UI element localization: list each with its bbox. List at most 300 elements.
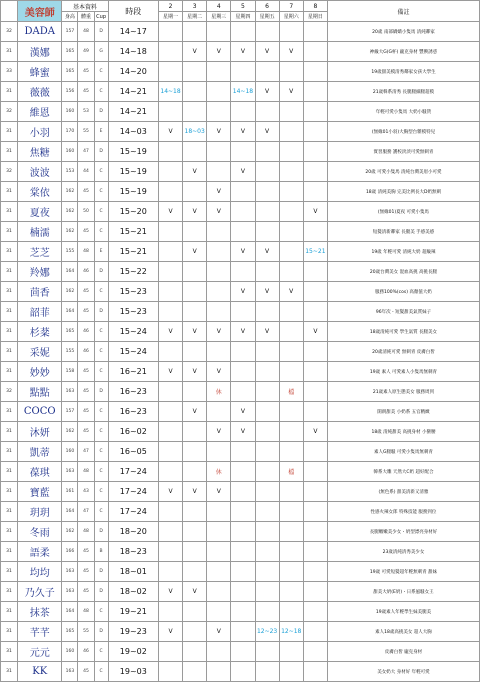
height-cell: 161 bbox=[62, 482, 78, 502]
weight-cell: 45 bbox=[78, 562, 94, 582]
day-cell bbox=[158, 562, 182, 582]
day-cell bbox=[158, 22, 182, 42]
beautician-name: 韶菲 bbox=[18, 302, 62, 322]
day-cell bbox=[279, 22, 303, 42]
table-row[interactable] bbox=[1, 402, 480, 422]
time-slot-cell: 19~21 bbox=[108, 602, 158, 622]
weight-cell: 44 bbox=[78, 162, 94, 182]
weight-cell: 45 bbox=[78, 82, 94, 102]
height-cell: 160 bbox=[62, 142, 78, 162]
day-cell: V bbox=[255, 282, 279, 302]
weight-cell: 47 bbox=[78, 142, 94, 162]
table-row[interactable] bbox=[1, 482, 480, 502]
day-cell bbox=[279, 402, 303, 422]
cup-cell: D bbox=[94, 262, 108, 282]
day-cell: V bbox=[231, 162, 255, 182]
row-index: 33 bbox=[1, 62, 18, 82]
day-cell bbox=[207, 82, 231, 102]
table-row[interactable] bbox=[1, 562, 480, 582]
remarks-cell: 19歲甜美模清秀鄰家女孩大學生 bbox=[327, 62, 479, 82]
day-cell bbox=[303, 402, 327, 422]
day-cell bbox=[279, 642, 303, 662]
day-cell: 休 bbox=[207, 382, 231, 402]
table-row[interactable] bbox=[1, 322, 480, 342]
height-cell: 155 bbox=[62, 242, 78, 262]
day-cell: V bbox=[158, 202, 182, 222]
weight-cell: 50 bbox=[78, 202, 94, 222]
day-cell bbox=[158, 442, 182, 462]
day-cell bbox=[255, 142, 279, 162]
day-cell bbox=[183, 442, 207, 462]
cup-cell: C bbox=[94, 162, 108, 182]
cup-cell: D bbox=[94, 142, 108, 162]
day-cell bbox=[231, 342, 255, 362]
table-row[interactable] bbox=[1, 522, 480, 542]
remarks-cell: 19歲 可愛短髮超年輕無刺青 甜妹 bbox=[327, 562, 479, 582]
table-row[interactable] bbox=[1, 282, 480, 302]
day-cell bbox=[231, 522, 255, 542]
time-slot-cell: 15~21 bbox=[108, 242, 158, 262]
header-beautician: 美容師 bbox=[18, 1, 62, 22]
beautician-name: 棠依 bbox=[18, 182, 62, 202]
day-cell bbox=[255, 482, 279, 502]
day-cell bbox=[303, 482, 327, 502]
day-cell bbox=[183, 502, 207, 522]
weight-cell: 45 bbox=[78, 382, 94, 402]
day-cell bbox=[303, 102, 327, 122]
cup-cell: C bbox=[94, 182, 108, 202]
header-day-number: 7 bbox=[279, 1, 303, 12]
day-cell bbox=[207, 502, 231, 522]
row-index: 31 bbox=[1, 642, 18, 662]
day-cell: V bbox=[158, 322, 182, 342]
table-row[interactable] bbox=[1, 542, 480, 562]
beautician-name: 楠濡 bbox=[18, 222, 62, 242]
day-cell bbox=[279, 222, 303, 242]
day-cell bbox=[158, 262, 182, 282]
day-cell bbox=[279, 302, 303, 322]
day-cell bbox=[231, 442, 255, 462]
remarks-cell: 18歲清純可愛 學生氣質 長腿美女 bbox=[327, 322, 479, 342]
row-index: 31 bbox=[1, 662, 18, 682]
day-cell bbox=[231, 542, 255, 562]
time-slot-cell: 16~21 bbox=[108, 362, 158, 382]
day-cell bbox=[183, 342, 207, 362]
day-cell bbox=[303, 642, 327, 662]
day-cell: 檔 bbox=[279, 462, 303, 482]
day-cell bbox=[158, 142, 182, 162]
remarks-cell: 長腿嫩嫩美少女・奶型漂亮身材好 bbox=[327, 522, 479, 542]
cup-cell: C bbox=[94, 662, 108, 682]
day-cell bbox=[279, 142, 303, 162]
table-row[interactable] bbox=[1, 242, 480, 262]
day-cell: V bbox=[231, 282, 255, 302]
time-slot-cell: 15~24 bbox=[108, 342, 158, 362]
day-cell: V bbox=[231, 42, 255, 62]
time-slot-cell: 19~03 bbox=[108, 662, 158, 682]
cup-cell: C bbox=[94, 482, 108, 502]
weight-cell: 46 bbox=[78, 342, 94, 362]
beautician-name: 冬雨 bbox=[18, 522, 62, 542]
height-cell: 165 bbox=[62, 62, 78, 82]
height-cell: 165 bbox=[62, 622, 78, 642]
row-index: 31 bbox=[1, 502, 18, 522]
day-cell bbox=[183, 262, 207, 282]
day-cell bbox=[183, 462, 207, 482]
day-cell: V bbox=[207, 182, 231, 202]
cup-cell: D bbox=[94, 22, 108, 42]
table-row[interactable] bbox=[1, 62, 480, 82]
day-cell bbox=[303, 282, 327, 302]
day-cell bbox=[303, 122, 327, 142]
table-row[interactable] bbox=[1, 382, 480, 402]
table-row[interactable] bbox=[1, 582, 480, 602]
day-cell bbox=[158, 642, 182, 662]
table-row[interactable] bbox=[1, 262, 480, 282]
day-cell bbox=[303, 542, 327, 562]
day-cell bbox=[255, 342, 279, 362]
day-cell: V bbox=[158, 362, 182, 382]
height-cell: 164 bbox=[62, 262, 78, 282]
height-cell: 162 bbox=[62, 202, 78, 222]
day-cell bbox=[303, 382, 327, 402]
height-cell: 160 bbox=[62, 442, 78, 462]
beautician-name: 蜂蜜 bbox=[18, 62, 62, 82]
header-row-1 bbox=[1, 1, 480, 12]
beautician-name: 語柔 bbox=[18, 542, 62, 562]
height-cell: 163 bbox=[62, 462, 78, 482]
time-slot-cell: 15~23 bbox=[108, 282, 158, 302]
day-cell bbox=[183, 542, 207, 562]
beautician-name: 芝芝 bbox=[18, 242, 62, 262]
table-row[interactable] bbox=[1, 22, 480, 42]
day-cell bbox=[279, 562, 303, 582]
day-cell: 14~18 bbox=[158, 82, 182, 102]
cup-cell: D bbox=[94, 302, 108, 322]
schedule-body bbox=[1, 22, 480, 682]
remarks-cell: 20歲台灣美女 混血高挑 高挑長腿 bbox=[327, 262, 479, 282]
day-cell bbox=[279, 602, 303, 622]
day-cell bbox=[303, 362, 327, 382]
table-row[interactable] bbox=[1, 222, 480, 242]
row-index: 31 bbox=[1, 482, 18, 502]
beautician-name: 維恩 bbox=[18, 102, 62, 122]
cup-cell: D bbox=[94, 382, 108, 402]
beautician-name: 夏夜 bbox=[18, 202, 62, 222]
remarks-cell: 年輕可愛小隻馬 大奶小騷貨 bbox=[327, 102, 479, 122]
day-cell bbox=[207, 262, 231, 282]
day-cell bbox=[255, 202, 279, 222]
day-cell bbox=[158, 42, 182, 62]
cup-cell: C bbox=[94, 502, 108, 522]
day-cell bbox=[207, 402, 231, 422]
day-cell bbox=[255, 102, 279, 122]
row-index: 31 bbox=[1, 122, 18, 142]
beautician-name: KK bbox=[18, 662, 62, 682]
day-cell bbox=[255, 462, 279, 482]
day-cell bbox=[231, 582, 255, 602]
table-row[interactable] bbox=[1, 662, 480, 682]
day-cell bbox=[231, 502, 255, 522]
height-cell: 164 bbox=[62, 302, 78, 322]
day-cell: V bbox=[255, 42, 279, 62]
beautician-name: 采妮 bbox=[18, 342, 62, 362]
day-cell: V bbox=[207, 422, 231, 442]
table-row[interactable] bbox=[1, 162, 480, 182]
beautician-name: 元元 bbox=[18, 642, 62, 662]
day-cell bbox=[255, 522, 279, 542]
day-cell bbox=[303, 462, 327, 482]
day-cell bbox=[183, 102, 207, 122]
day-cell bbox=[279, 522, 303, 542]
day-cell bbox=[279, 582, 303, 602]
day-cell bbox=[231, 642, 255, 662]
day-cell: V bbox=[207, 42, 231, 62]
weight-cell: 45 bbox=[78, 222, 94, 242]
day-cell: V bbox=[183, 362, 207, 382]
table-row[interactable] bbox=[1, 82, 480, 102]
day-cell: V bbox=[207, 482, 231, 502]
day-cell bbox=[303, 182, 327, 202]
beautician-name: 寶藍 bbox=[18, 482, 62, 502]
day-cell bbox=[231, 302, 255, 322]
cup-cell: C bbox=[94, 342, 108, 362]
time-slot-cell: 15~19 bbox=[108, 182, 158, 202]
table-row[interactable] bbox=[1, 342, 480, 362]
day-cell bbox=[231, 382, 255, 402]
day-cell bbox=[207, 242, 231, 262]
row-index: 31 bbox=[1, 462, 18, 482]
cup-cell: C bbox=[94, 322, 108, 342]
day-cell: V bbox=[279, 282, 303, 302]
day-cell bbox=[255, 402, 279, 422]
day-cell bbox=[279, 542, 303, 562]
time-slot-cell: 14~03 bbox=[108, 122, 158, 142]
day-cell: V bbox=[303, 202, 327, 222]
day-cell: V bbox=[279, 42, 303, 62]
row-index: 31 bbox=[1, 302, 18, 322]
table-row[interactable] bbox=[1, 462, 480, 482]
remarks-cell: 神級大G(G杯) 龐克身材 豐腴誘惑 bbox=[327, 42, 479, 62]
table-row[interactable] bbox=[1, 42, 480, 62]
day-cell bbox=[255, 382, 279, 402]
beautician-name: 焦糖 bbox=[18, 142, 62, 162]
time-slot-cell: 18~01 bbox=[108, 562, 158, 582]
day-cell: V bbox=[255, 122, 279, 142]
day-cell: V bbox=[231, 322, 255, 342]
day-cell bbox=[255, 582, 279, 602]
time-slot-cell: 15~19 bbox=[108, 142, 158, 162]
day-cell bbox=[255, 222, 279, 242]
time-slot-cell: 16~23 bbox=[108, 382, 158, 402]
day-cell bbox=[183, 422, 207, 442]
day-cell: 檔 bbox=[279, 382, 303, 402]
row-index: 31 bbox=[1, 362, 18, 382]
day-cell bbox=[158, 222, 182, 242]
day-cell bbox=[183, 62, 207, 82]
day-cell bbox=[231, 482, 255, 502]
table-row[interactable] bbox=[1, 142, 480, 162]
cup-cell: B bbox=[94, 542, 108, 562]
time-slot-cell: 15~23 bbox=[108, 302, 158, 322]
remarks-cell: 韓系大雕 天然大C奶 超好配合 bbox=[327, 462, 479, 482]
day-cell: 12~18 bbox=[279, 622, 303, 642]
day-cell bbox=[231, 222, 255, 242]
header-weekday: 星期四 bbox=[231, 12, 255, 22]
table-row[interactable] bbox=[1, 642, 480, 662]
day-cell bbox=[158, 422, 182, 442]
day-cell bbox=[158, 62, 182, 82]
day-cell: V bbox=[183, 162, 207, 182]
weight-cell: 43 bbox=[78, 482, 94, 502]
row-index: 31 bbox=[1, 202, 18, 222]
table-row[interactable] bbox=[1, 622, 480, 642]
day-cell bbox=[279, 162, 303, 182]
table-row[interactable] bbox=[1, 122, 480, 142]
remarks-cell: 19歲 素人 可愛素人小隻馬無刺青 bbox=[327, 362, 479, 382]
table-row[interactable] bbox=[1, 202, 480, 222]
header-day-number: 5 bbox=[231, 1, 255, 12]
height-cell: 162 bbox=[62, 182, 78, 202]
day-cell bbox=[255, 502, 279, 522]
header-day-number: 6 bbox=[255, 1, 279, 12]
day-cell bbox=[255, 422, 279, 442]
weight-cell: 48 bbox=[78, 22, 94, 42]
table-row[interactable] bbox=[1, 502, 480, 522]
day-cell: V bbox=[158, 482, 182, 502]
height-cell: 162 bbox=[62, 282, 78, 302]
row-index: 31 bbox=[1, 522, 18, 542]
table-row[interactable] bbox=[1, 442, 480, 462]
day-cell bbox=[231, 62, 255, 82]
remarks-cell: 19歲 年輕可愛 清純大奶 超級辣 bbox=[327, 242, 479, 262]
cup-cell: E bbox=[94, 242, 108, 262]
remarks-cell: 23歲清純清秀美少女 bbox=[327, 542, 479, 562]
remarks-cell: 素人G腿騷 可愛小隻馬無刺青 bbox=[327, 442, 479, 462]
row-index: 31 bbox=[1, 622, 18, 642]
day-cell bbox=[158, 502, 182, 522]
day-cell bbox=[303, 342, 327, 362]
day-cell bbox=[183, 562, 207, 582]
day-cell bbox=[231, 602, 255, 622]
day-cell: V bbox=[231, 242, 255, 262]
time-slot-cell: 14~21 bbox=[108, 102, 158, 122]
day-cell bbox=[207, 302, 231, 322]
day-cell: 休 bbox=[207, 462, 231, 482]
beautician-name: 沐妍 bbox=[18, 422, 62, 442]
height-cell: 157 bbox=[62, 402, 78, 422]
table-row[interactable] bbox=[1, 182, 480, 202]
beautician-name: 漢娜 bbox=[18, 42, 62, 62]
day-cell bbox=[255, 62, 279, 82]
day-cell bbox=[207, 222, 231, 242]
day-cell bbox=[231, 462, 255, 482]
row-index: 32 bbox=[1, 162, 18, 182]
beautician-name: 均均 bbox=[18, 562, 62, 582]
time-slot-cell: 18~02 bbox=[108, 582, 158, 602]
remarks-cell: 20歲 南部嬌嬌小隻馬 清純鄰家 bbox=[327, 22, 479, 42]
time-slot-cell: 15~19 bbox=[108, 162, 158, 182]
day-cell bbox=[207, 62, 231, 82]
cup-cell: C bbox=[94, 462, 108, 482]
table-row[interactable] bbox=[1, 362, 480, 382]
day-cell bbox=[303, 662, 327, 682]
day-cell bbox=[207, 582, 231, 602]
time-slot-cell: 14~20 bbox=[108, 62, 158, 82]
day-cell bbox=[207, 662, 231, 682]
time-slot-cell: 16~02 bbox=[108, 422, 158, 442]
weight-cell: 45 bbox=[78, 582, 94, 602]
weight-cell: 49 bbox=[78, 42, 94, 62]
remarks-cell: (無緣01)夏夜 可愛小隻馬 bbox=[327, 202, 479, 222]
weight-cell: 48 bbox=[78, 462, 94, 482]
day-cell bbox=[207, 142, 231, 162]
cup-cell: C bbox=[94, 402, 108, 422]
day-cell: V bbox=[183, 402, 207, 422]
row-index: 31 bbox=[1, 322, 18, 342]
weight-cell: 46 bbox=[78, 642, 94, 662]
day-cell bbox=[231, 102, 255, 122]
day-cell bbox=[158, 602, 182, 622]
row-index: 31 bbox=[1, 602, 18, 622]
remarks-cell: 18歲 清純美胸 完美比例長大D奶無刺 bbox=[327, 182, 479, 202]
day-cell bbox=[158, 242, 182, 262]
row-index: 32 bbox=[1, 22, 18, 42]
day-cell bbox=[158, 182, 182, 202]
time-slot-cell: 15~21 bbox=[108, 222, 158, 242]
table-row[interactable] bbox=[1, 422, 480, 442]
table-row[interactable] bbox=[1, 302, 480, 322]
header-weekday: 星期六 bbox=[279, 12, 303, 22]
day-cell bbox=[255, 362, 279, 382]
day-cell bbox=[303, 562, 327, 582]
day-cell bbox=[207, 282, 231, 302]
table-row[interactable] bbox=[1, 102, 480, 122]
day-cell bbox=[255, 602, 279, 622]
row-index: 31 bbox=[1, 242, 18, 262]
day-cell bbox=[231, 562, 255, 582]
time-slot-cell: 17~24 bbox=[108, 502, 158, 522]
time-slot-cell: 15~20 bbox=[108, 202, 158, 222]
header-blank bbox=[1, 1, 18, 22]
header-weekday: 星期一 bbox=[158, 12, 182, 22]
day-cell bbox=[303, 262, 327, 282]
day-cell bbox=[207, 22, 231, 42]
day-cell bbox=[183, 382, 207, 402]
day-cell bbox=[183, 522, 207, 542]
remarks-cell: 20歲 可愛小隻馬 清純台灣美眉小可愛 bbox=[327, 162, 479, 182]
cup-cell: C bbox=[94, 82, 108, 102]
header-day-number: 4 bbox=[207, 1, 231, 12]
cup-cell: C bbox=[94, 362, 108, 382]
beautician-name: 芊芊 bbox=[18, 622, 62, 642]
weight-cell: 55 bbox=[78, 622, 94, 642]
header-remarks: 備註 bbox=[327, 1, 479, 22]
time-slot-cell: 15~24 bbox=[108, 322, 158, 342]
cup-cell: D bbox=[94, 622, 108, 642]
day-cell: V bbox=[231, 402, 255, 422]
day-cell bbox=[279, 342, 303, 362]
row-index: 31 bbox=[1, 582, 18, 602]
header-height: 身高 bbox=[62, 12, 78, 22]
weight-cell: 45 bbox=[78, 282, 94, 302]
day-cell bbox=[279, 442, 303, 462]
day-cell bbox=[158, 462, 182, 482]
day-cell bbox=[231, 262, 255, 282]
table-row[interactable] bbox=[1, 602, 480, 622]
weight-cell: 48 bbox=[78, 602, 94, 622]
header-weight: 體重 bbox=[78, 12, 94, 22]
